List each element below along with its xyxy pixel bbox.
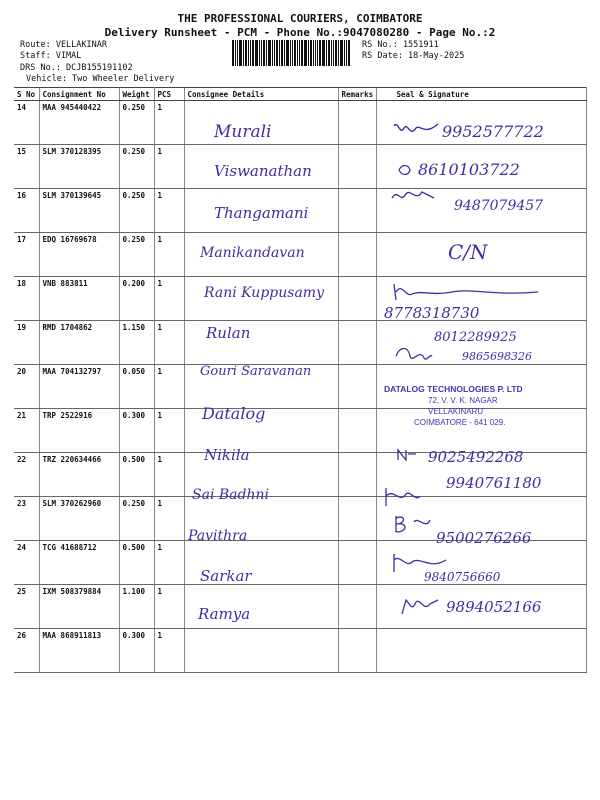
row-remarks [338, 585, 376, 629]
row-consignment: TCG 41688712 [39, 541, 119, 585]
row-signature [376, 629, 586, 673]
row-sno: 14 [14, 101, 39, 145]
row-weight: 0.250 [119, 145, 154, 189]
row-pcs: 1 [154, 409, 184, 453]
barcode-bar [243, 40, 244, 66]
row-weight: 1.150 [119, 321, 154, 365]
handwritten-name: Thangamani [214, 204, 309, 222]
row-remarks [338, 541, 376, 585]
handwritten-name: Nikila [204, 446, 250, 464]
handwritten-phone: 9840756660 [424, 570, 501, 584]
row-weight: 0.250 [119, 497, 154, 541]
row-sno: 21 [14, 409, 39, 453]
barcode-bar [297, 40, 298, 66]
barcode-bar [292, 40, 293, 66]
row-consignment: SLM 370128395 [39, 145, 119, 189]
barcode-bar [346, 40, 347, 66]
stamp-city: COIMBATORE - 641 029. [414, 418, 506, 427]
barcode-bar [340, 40, 343, 66]
col-consignee: Consignee Details [184, 88, 338, 101]
handwritten-name: Manikandavan [200, 245, 305, 261]
row-weight: 0.250 [119, 101, 154, 145]
barcode-bar [313, 40, 314, 66]
row-sno: 19 [14, 321, 39, 365]
barcode-bar [290, 40, 291, 66]
row-consignment: TRZ 220634466 [39, 453, 119, 497]
barcode-bar [331, 40, 332, 66]
barcode-bar [317, 40, 318, 66]
row-remarks [338, 365, 376, 409]
barcode-bar [333, 40, 334, 66]
row-pcs: 1 [154, 365, 184, 409]
signature-scribble [400, 596, 440, 618]
row-remarks [338, 629, 376, 673]
handwritten-phone: 9952577722 [442, 122, 544, 141]
stamp-company: DATALOG TECHNOLOGIES P. LTD [384, 384, 523, 394]
barcode-bar [315, 40, 316, 66]
row-weight: 0.500 [119, 453, 154, 497]
barcode [232, 40, 356, 66]
row-consignment: IXM 508379884 [39, 585, 119, 629]
barcode-bar [279, 40, 280, 66]
handwritten-phone: 9894052166 [446, 598, 542, 616]
row-pcs: 1 [154, 541, 184, 585]
vehicle-label: Vehicle: Two Wheeler Delivery [26, 74, 175, 84]
row-sno: 22 [14, 453, 39, 497]
barcode-bar [255, 40, 258, 66]
barcode-bar [328, 40, 330, 66]
barcode-bar [338, 40, 339, 66]
handwritten-name: Sarkar [200, 567, 252, 585]
col-pcs: PCS [154, 88, 184, 101]
handwritten-name: Viswanathan [214, 162, 312, 180]
col-signature: Seal & Signature [376, 88, 586, 101]
row-remarks [338, 189, 376, 233]
barcode-bar [259, 40, 260, 66]
col-remarks: Remarks [338, 88, 376, 101]
handwritten-name: Rani Kuppusamy [204, 285, 324, 301]
row-pcs: 1 [154, 233, 184, 277]
signature-scribble [390, 186, 436, 206]
barcode-bar [268, 40, 271, 66]
barcode-bar [232, 40, 234, 66]
row-pcs: 1 [154, 321, 184, 365]
row-sno: 16 [14, 189, 39, 233]
row-remarks [338, 101, 376, 145]
row-weight: 0.500 [119, 541, 154, 585]
signature-scribble [394, 344, 434, 366]
row-sno: 20 [14, 365, 39, 409]
barcode-bar [237, 40, 238, 66]
rs-date: RS Date: 18-May-2025 [362, 51, 465, 61]
barcode-bar [326, 40, 327, 66]
row-sno: 17 [14, 233, 39, 277]
row-pcs: 1 [154, 145, 184, 189]
table-row [14, 629, 586, 673]
barcode-bar [344, 40, 345, 66]
barcode-bar [335, 40, 337, 66]
row-weight: 0.050 [119, 365, 154, 409]
barcode-bar [286, 40, 289, 66]
handwritten-name: Ramya [198, 605, 251, 623]
col-weight: Weight [119, 88, 154, 101]
row-weight: 0.200 [119, 277, 154, 321]
barcode-bar [281, 40, 283, 66]
row-weight: 0.300 [119, 409, 154, 453]
barcode-bar [294, 40, 296, 66]
row-sno: 25 [14, 585, 39, 629]
row-weight: 1.100 [119, 585, 154, 629]
row-consignment: TRP 2522916 [39, 409, 119, 453]
row-consignment: EDQ 16769678 [39, 233, 119, 277]
row-remarks [338, 409, 376, 453]
handwritten-phone: 9500276266 [436, 529, 532, 547]
row-remarks [338, 277, 376, 321]
barcode-bar [284, 40, 285, 66]
handwritten-name: Pavithra [188, 528, 248, 544]
barcode-bar [308, 40, 309, 66]
barcode-bar [272, 40, 273, 66]
handwritten-name: Gouri Saravanan [200, 364, 312, 379]
row-remarks [338, 233, 376, 277]
row-sno: 18 [14, 277, 39, 321]
row-pcs: 1 [154, 453, 184, 497]
barcode-bar [252, 40, 254, 66]
barcode-bar [304, 40, 307, 66]
row-weight: 0.300 [119, 629, 154, 673]
barcode-bar [250, 40, 251, 66]
row-pcs: 1 [154, 629, 184, 673]
row-weight: 0.250 [119, 189, 154, 233]
barcode-bar [319, 40, 321, 66]
company-stamp [384, 384, 574, 428]
handwritten-phone: 8778318730 [384, 304, 480, 322]
row-sno: 23 [14, 497, 39, 541]
row-sno: 26 [14, 629, 39, 673]
barcode-bar [263, 40, 265, 66]
runsheet-subtitle: Delivery Runsheet - PCM - Phone No.:9047080280 - Page No.:2 [104, 26, 496, 39]
route-label: Route: VELLAKINAR [20, 40, 107, 50]
row-consignment: MAA 868911813 [39, 629, 119, 673]
signature-scribble [396, 448, 418, 462]
row-weight: 0.250 [119, 233, 154, 277]
barcode-bar [266, 40, 267, 66]
stamp-address: 72, V. V. K. NAGAR [428, 396, 498, 405]
col-sno: S No [14, 88, 39, 101]
handwritten-name: Sai Badhni [192, 487, 269, 503]
barcode-bar [322, 40, 325, 66]
signature-scribble [392, 512, 432, 534]
company-title: THE PROFESSIONAL COURIERS, COIMBATORE [177, 12, 423, 25]
stamp-locality: VELLAKINARU [428, 407, 484, 416]
row-remarks [338, 453, 376, 497]
barcode-bar [261, 40, 262, 66]
barcode-bar [299, 40, 300, 66]
row-pcs: 1 [154, 277, 184, 321]
row-consignment: RMD 1704862 [39, 321, 119, 365]
row-pcs: 1 [154, 497, 184, 541]
barcode-bar [274, 40, 275, 66]
row-consignment: SLM 370139645 [39, 189, 119, 233]
handwritten-phone: 9487079457 [454, 198, 544, 214]
handwritten-mark: C/N [448, 240, 488, 264]
row-remarks [338, 145, 376, 189]
signature-scribble [392, 118, 442, 142]
barcode-bar [348, 40, 350, 66]
col-consignment: Consignment No [39, 88, 119, 101]
row-consignment: MAA 945440422 [39, 101, 119, 145]
row-remarks [338, 321, 376, 365]
handwritten-phone: 8610103722 [418, 160, 520, 179]
staff-label: Staff: VIMAL [20, 51, 82, 61]
barcode-bar [276, 40, 278, 66]
handwritten-name: Datalog [202, 404, 266, 423]
barcode-bar [248, 40, 249, 66]
handwritten-name: Murali [214, 122, 272, 142]
handwritten-phone: 9940761180 [446, 474, 542, 492]
row-sno: 15 [14, 145, 39, 189]
handwritten-phone: 8012289925 [434, 330, 517, 345]
signature-scribble [392, 280, 542, 304]
signature-scribble [398, 164, 412, 176]
handwritten-phone: 9865698326 [462, 350, 532, 363]
handwritten-phone: 9025492268 [428, 448, 524, 466]
table-header-row [14, 88, 586, 101]
row-consignment: VNB 883811 [39, 277, 119, 321]
row-consignment: SLM 370262960 [39, 497, 119, 541]
row-pcs: 1 [154, 585, 184, 629]
row-consignment: MAA 704132797 [39, 365, 119, 409]
barcode-bar [235, 40, 236, 66]
row-consignee [184, 629, 338, 673]
barcode-bar [310, 40, 312, 66]
barcode-bar [239, 40, 242, 66]
barcode-bar [245, 40, 247, 66]
signature-scribble [382, 486, 422, 508]
row-sno: 24 [14, 541, 39, 585]
row-pcs: 1 [154, 189, 184, 233]
handwritten-name: Rulan [206, 324, 251, 342]
row-pcs: 1 [154, 101, 184, 145]
drs-number: DRS No.: DCJB155191102 [20, 63, 133, 73]
row-remarks [338, 497, 376, 541]
barcode-bar [301, 40, 303, 66]
rs-number: RS No.: 1551911 [362, 40, 439, 50]
